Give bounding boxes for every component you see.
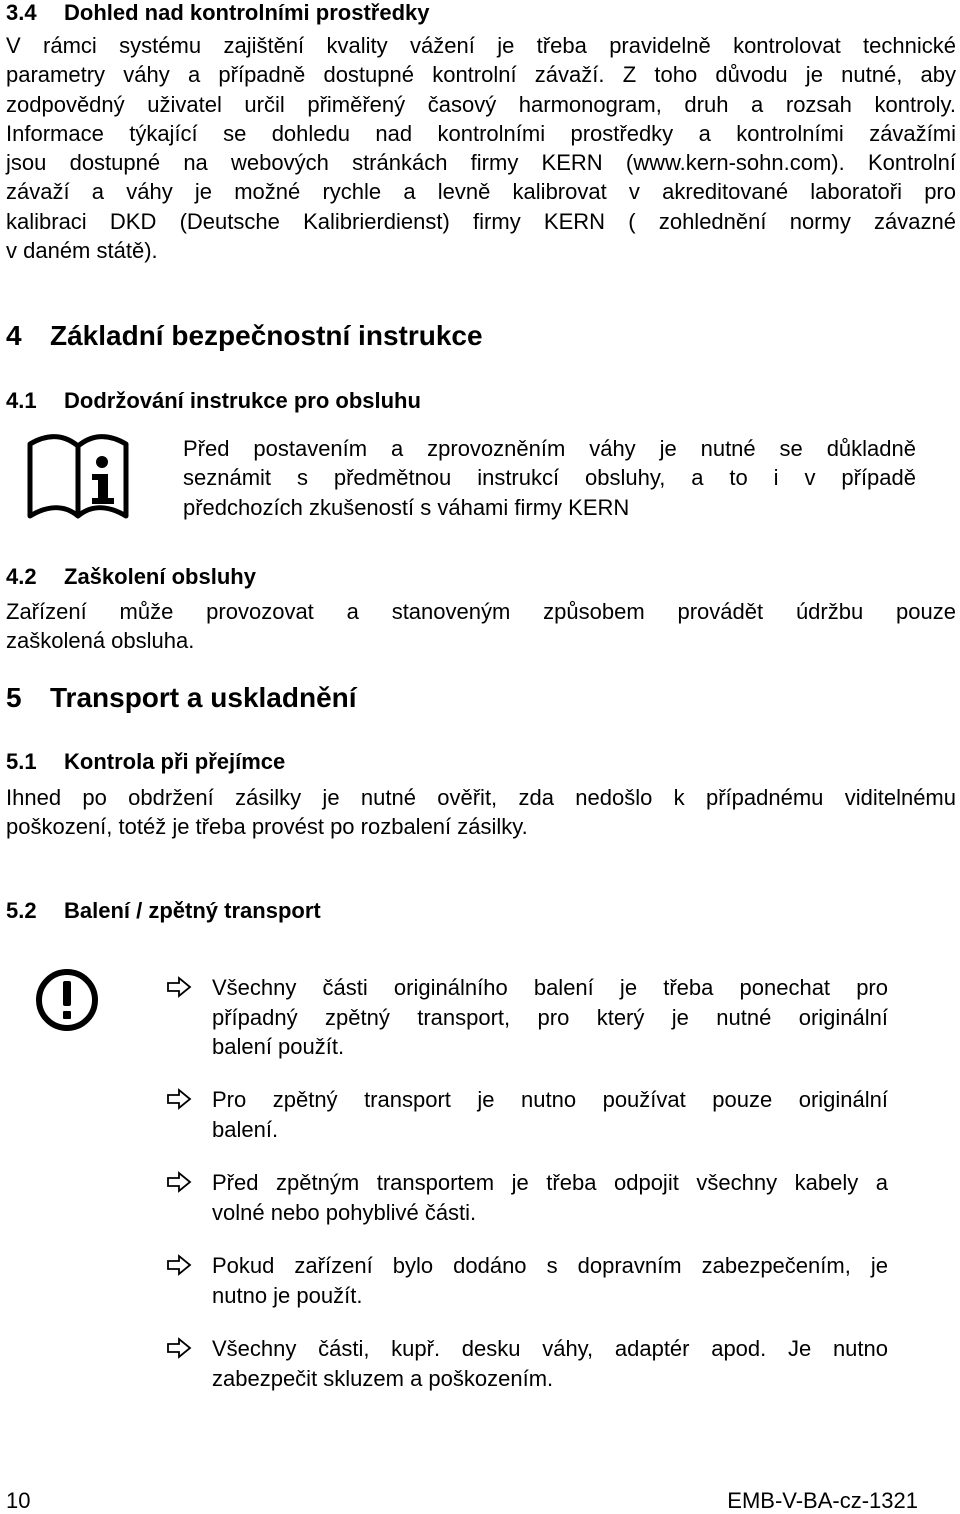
section-number: 5.1 (6, 749, 37, 774)
section-number: 3.4 (6, 0, 37, 25)
text-line: volné nebo pohyblivé části. (212, 1199, 477, 1225)
text-line: jsou dostupné na webových stránkách firmy KERN (www.kern-sohn.com). Kontrolní (6, 150, 956, 176)
text-line: Zařízení může provozovat a stanoveným způsobem provádět údržbu pouze (6, 599, 956, 624)
section-title: Dohled nad kontrolními prostředky (64, 0, 430, 25)
paragraph-3-4 (6, 31, 956, 265)
warning-exclamation-icon (34, 967, 100, 1033)
heading-5-2 (6, 898, 321, 924)
section-number: 4 (6, 320, 22, 351)
heading-5-1 (6, 749, 285, 775)
text-line: balení použít. (212, 1034, 345, 1059)
text-line: zaškolená obsluha. (6, 628, 195, 654)
section-number: 5.2 (6, 898, 37, 923)
section-title: Dodržování instrukce pro obsluhu (64, 388, 421, 413)
text-line: Pro zpětný transport je nutno používat pouze originální (212, 1087, 888, 1112)
heading-3-4 (6, 0, 429, 26)
section-number: 5 (6, 682, 22, 713)
paragraph-4-1 (183, 434, 916, 522)
arrow-right-icon (166, 976, 192, 998)
text-line: zodpovědný uživatel určil přiměřený časový harmonogram, druh a rozsah kontroly. (6, 91, 956, 117)
paragraph-5-1 (6, 783, 956, 842)
section-title: Základní bezpečnostní instrukce (50, 320, 483, 351)
section-number: 4.2 (6, 564, 37, 589)
heading-4-2 (6, 564, 256, 590)
text-line: Informace týkající se dohledu nad kontrolními prostředky a kontrolními závažími (6, 120, 956, 146)
text-line: poškození, totéž je třeba provést po rozbalení zásilky. (6, 814, 528, 840)
text-line: kalibraci DKD (Deutsche Kalibrierdienst) firmy KERN ( zohlednění normy závazné (6, 208, 956, 234)
text-line: v daném státě). (6, 238, 158, 264)
section-title: Balení / zpětný transport (64, 898, 321, 923)
text-line: případný zpětný transport, pro který je nutné originální (212, 1004, 888, 1030)
section-title: Kontrola při přejímce (64, 749, 286, 774)
section-number: 4.1 (6, 388, 37, 413)
text-line: Všechny části originálního balení je třeba ponechat pro (212, 975, 888, 1000)
arrow-right-icon (166, 1254, 192, 1276)
paragraph-4-2 (6, 597, 956, 656)
text-line: V rámci systému zajištění kvality vážení je třeba pravidelně kontrolovat technické (6, 33, 956, 58)
text-line: Ihned po obdržení zásilky je nutné ověřit, zda nedošlo k případnému viditelnému (6, 785, 956, 810)
text-line: parametry váhy a případně dostupné kontrolní závaží. Z toho důvodu je nutné, aby (6, 62, 956, 88)
text-line: Před zpětným transportem je třeba odpojit všechny kabely a (212, 1170, 888, 1195)
arrow-right-icon (166, 1088, 192, 1110)
text-line: nutno je použít. (212, 1282, 363, 1308)
text-line: zabezpečit skluzem a poškozením. (212, 1365, 554, 1391)
section-title: Zaškolení obsluhy (64, 564, 256, 589)
text-line: Pokud zařízení bylo dodáno s dopravním zabezpečením, je (212, 1253, 888, 1278)
arrow-right-icon (166, 1337, 192, 1359)
text-line: balení. (212, 1116, 279, 1142)
text-line: seznámit s předmětnou instrukcí obsluhy, a to i v případě (183, 465, 916, 491)
text-line: Před postavením a zprovozněním váhy je nutné se důkladně (183, 436, 916, 461)
heading-4-1 (6, 388, 421, 414)
manual-info-icon (22, 432, 134, 524)
section-title: Transport a uskladnění (50, 682, 357, 713)
text-line: předchozích zkušeností s váhami firmy KERN (183, 494, 630, 520)
text-line: závaží a váhy je možné rychle a levně kalibrovat v akreditované laboratoři pro (6, 179, 956, 205)
document-code: EMB-V-BA-cz-1321 (727, 1488, 918, 1513)
heading-5 (6, 682, 357, 714)
page-number: 10 (6, 1488, 31, 1513)
text-line: Všechny části, kupř. desku váhy, adaptér apod. Je nutno (212, 1336, 888, 1361)
heading-4 (6, 320, 483, 352)
arrow-right-icon (166, 1171, 192, 1193)
